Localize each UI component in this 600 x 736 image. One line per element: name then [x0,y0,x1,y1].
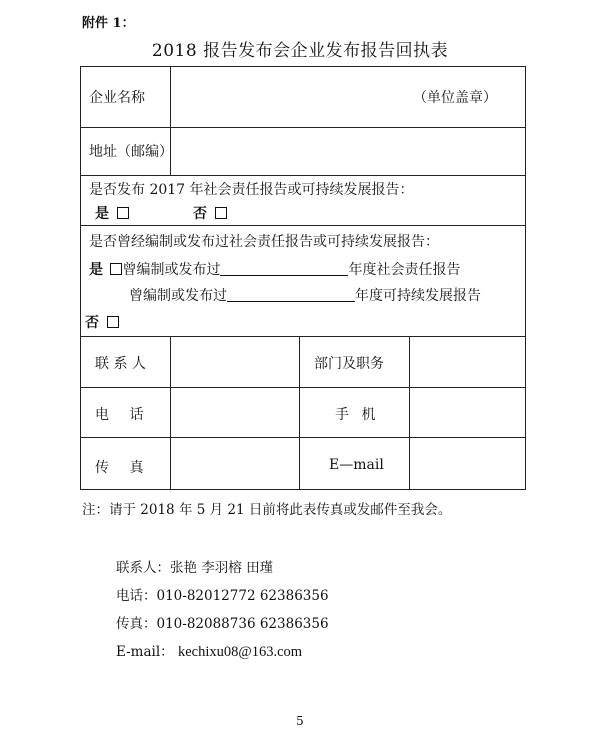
q2-no-option[interactable] [85,312,119,332]
column-divider [409,336,410,490]
fax-field[interactable] [172,438,298,489]
attachment-label: 附件 1： [82,16,135,31]
phone-field[interactable] [172,388,298,437]
page-title: 2018 报告发布会企业发布报告回执表 [151,41,449,61]
contact-email-link[interactable]: kechixu08@163.com [177,644,303,660]
contact-people: 联系人：张艳 李羽榕 田瑾 [116,560,274,576]
reply-form-table [80,66,526,490]
column-divider [170,336,171,490]
question-2017-report: 是否发布 2017 年社会责任报告或可持续发展报告： [89,182,414,198]
q2-line2-suffix: 年度可持续发展报告 [355,288,481,304]
q2-line2-prefix: 曾编制或发布过 [129,288,227,304]
fax-label: 传 真 [95,460,144,476]
address-label: 地址（邮编） [89,144,173,160]
q1-yes-checkbox[interactable] [117,207,129,219]
q1-no-option[interactable] [193,203,227,223]
q2-line1-prefix: 曾编制或发布过 [122,262,221,278]
row-divider [81,175,525,176]
address-field[interactable] [184,127,521,175]
q2-line2 [129,285,481,305]
q1-no-label: 否 [193,206,207,222]
q2-no-checkbox[interactable] [107,316,119,328]
contact-email [116,640,302,661]
contact-fax: 传真：010-82088736 62386356 [116,616,329,632]
q2-yes-checkbox[interactable] [110,263,122,275]
phone-label: 电 话 [95,407,144,423]
contact-person-label: 联 系 人 [95,356,146,372]
q2-line1-suffix: 年度社会责任报告 [348,262,461,278]
q1-yes-label: 是 [95,206,109,222]
department-field[interactable] [411,337,525,387]
submission-note: 注：请于 2018 年 5 月 21 日前将此表传真或发邮件至我会。 [82,502,452,518]
q2-line1-year-blank[interactable] [220,263,348,276]
q2-no-label: 否 [85,315,99,331]
email-field[interactable] [411,438,525,489]
mobile-field[interactable] [411,388,525,437]
contact-phone: 电话：010-82012772 62386356 [116,588,329,604]
column-divider [299,336,300,490]
q2-yes-label: 是 [89,262,103,278]
q1-yes-option[interactable] [95,203,129,223]
email-label: E—mail [329,457,384,473]
q1-no-checkbox[interactable] [215,207,227,219]
page-number: 5 [296,714,304,728]
question-past-reports: 是否曾经编制或发布过社会责任报告或可持续发展报告： [89,234,439,250]
q2-yes-option[interactable] [89,259,460,279]
company-name-label: 企业名称 [89,90,145,106]
mobile-label: 手 机 [335,407,376,423]
q2-line2-year-blank[interactable] [227,289,355,302]
seal-note: （单位盖章） [413,90,497,106]
contact-email-label: E-mail： [116,644,174,660]
department-label: 部门及职务 [314,356,384,372]
row-divider [81,225,525,226]
contact-person-field[interactable] [172,337,298,387]
